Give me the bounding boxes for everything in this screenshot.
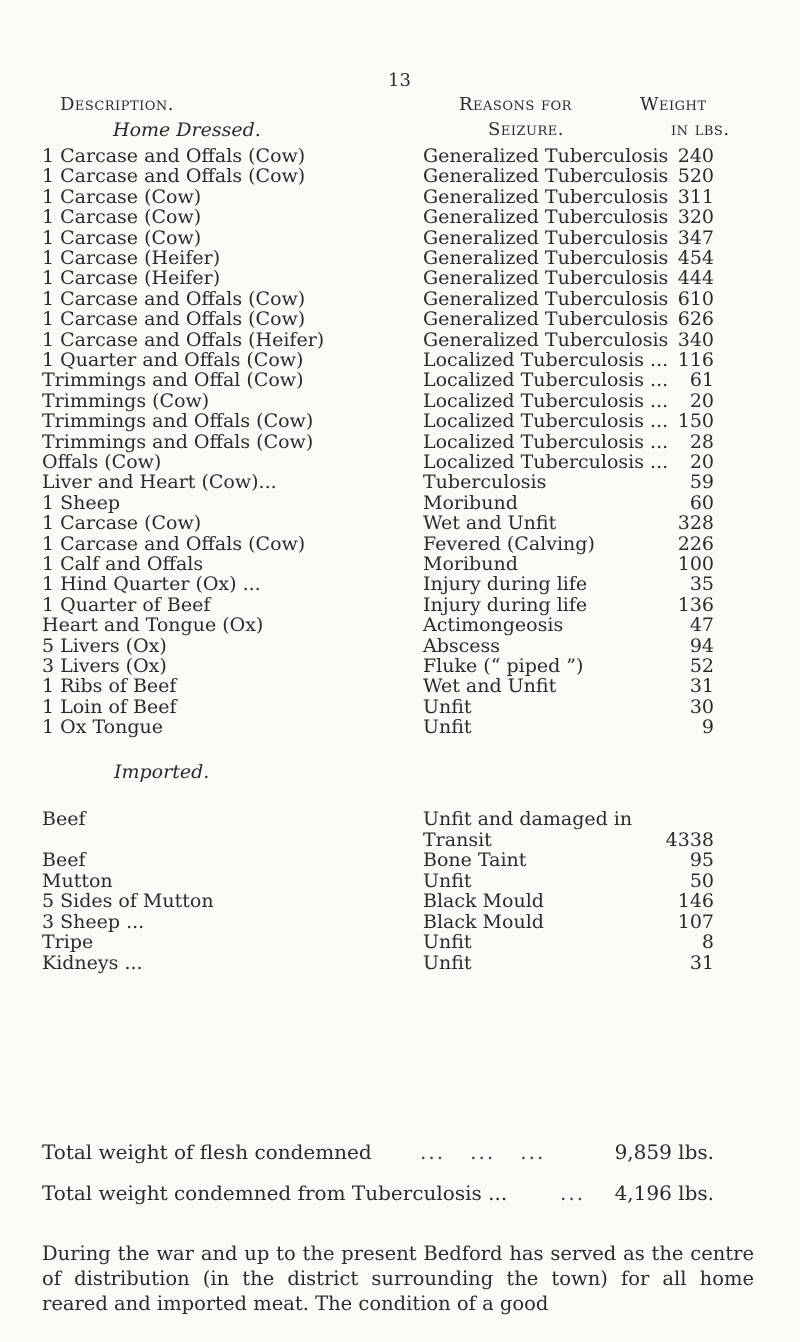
section-home-dressed: Home Dressed. xyxy=(113,119,261,141)
table-row xyxy=(0,950,800,976)
row-weight: 47 xyxy=(689,614,714,637)
row-weight: 328 xyxy=(677,512,714,535)
row-weight: 610 xyxy=(677,287,714,310)
row-reason: Generalized Tuberculosis xyxy=(423,145,669,167)
row-description: 3 Sheep ... xyxy=(42,910,145,933)
row-weight: 240 xyxy=(677,145,714,167)
row-reason: Generalized Tuberculosis xyxy=(423,165,669,188)
row-weight: 8 xyxy=(701,931,714,953)
row-description: 1 Carcase and Offals (Cow) xyxy=(42,287,306,310)
row-reason: Injury during life xyxy=(423,573,588,596)
row-weight: 347 xyxy=(677,226,714,249)
row-reason: Localized Tuberculosis ... xyxy=(423,369,669,392)
body-paragraph: During the war and up to the present Bedford has served as the centre of distribution (in the district surrounding the town) for all home reared and imported meat. The condition of a good xyxy=(42,1242,754,1315)
row-description: Trimmings and Offals (Cow) xyxy=(42,410,314,433)
row-description: 1 Ox Tongue xyxy=(42,716,163,739)
row-reason: Abscess xyxy=(423,634,501,657)
row-weight: 94 xyxy=(689,634,714,657)
row-weight: 50 xyxy=(689,869,714,892)
total-flesh-dots: ... ... ... xyxy=(420,1140,546,1164)
row-reason: Transit xyxy=(423,828,492,851)
row-reason: Generalized Tuberculosis xyxy=(423,185,669,208)
row-weight: 136 xyxy=(677,593,714,616)
row-description: 1 Sheep xyxy=(42,491,121,514)
row-reason: Unfit xyxy=(423,869,472,892)
header-weight: Weight xyxy=(640,94,707,115)
row-weight: 4338 xyxy=(665,828,714,851)
row-description: 1 Carcase (Heifer) xyxy=(42,247,221,269)
section-imported: Imported. xyxy=(114,761,210,783)
row-weight: 20 xyxy=(689,389,714,412)
row-reason: Moribund xyxy=(423,491,518,514)
row-description: Beef xyxy=(42,808,86,830)
total-flesh-label: Total weight of flesh condemned xyxy=(42,1140,372,1164)
total-tb-value: 4,196 lbs. xyxy=(614,1181,714,1205)
row-description: 1 Quarter and Offals (Cow) xyxy=(42,349,304,371)
row-weight: 30 xyxy=(689,695,714,718)
row-description: Trimmings (Cow) xyxy=(42,389,210,412)
row-description: Liver and Heart (Cow)... xyxy=(42,471,277,494)
header-in-lbs: in lbs. xyxy=(671,119,730,140)
row-weight: 116 xyxy=(677,349,714,371)
row-reason: Localized Tuberculosis ... xyxy=(423,349,669,371)
row-reason: Bone Taint xyxy=(423,849,527,871)
row-reason: Injury during life xyxy=(423,593,588,616)
header-seizure: Seizure. xyxy=(488,119,564,140)
row-weight: 60 xyxy=(689,491,714,514)
row-weight: 52 xyxy=(689,655,714,677)
row-weight: 454 xyxy=(677,247,714,269)
row-reason: Wet and Unfit xyxy=(423,512,557,535)
row-description: Mutton xyxy=(42,869,113,892)
row-description: 1 Carcase and Offals (Heifer) xyxy=(42,328,325,351)
row-weight: 226 xyxy=(677,532,714,555)
row-reason: Fluke (“ piped ”) xyxy=(423,655,584,677)
row-description: 1 Ribs of Beef xyxy=(42,675,177,698)
row-weight: 320 xyxy=(677,206,714,229)
row-weight: 340 xyxy=(677,328,714,351)
row-reason: Actimongeosis xyxy=(423,614,564,637)
row-description: Beef xyxy=(42,849,86,871)
row-weight: 28 xyxy=(689,430,714,453)
row-weight: 626 xyxy=(677,308,714,331)
row-description: 1 Calf and Offals xyxy=(42,553,204,575)
row-reason: Unfit xyxy=(423,695,472,718)
row-reason: Localized Tuberculosis ... xyxy=(423,410,669,433)
row-description: 1 Carcase (Heifer) xyxy=(42,267,221,290)
row-reason: Generalized Tuberculosis xyxy=(423,226,669,249)
row-reason: Unfit xyxy=(423,931,472,953)
row-reason: Generalized Tuberculosis xyxy=(423,247,669,269)
row-description: 1 Carcase and Offals (Cow) xyxy=(42,145,306,167)
row-description: 1 Carcase and Offals (Cow) xyxy=(42,308,306,331)
total-flesh-value: 9,859 lbs. xyxy=(614,1140,714,1164)
total-tb-label: Total weight condemned from Tuberculosis ... xyxy=(42,1181,508,1205)
row-weight: 444 xyxy=(677,267,714,290)
row-weight: 146 xyxy=(677,890,714,912)
row-reason: Localized Tuberculosis ... xyxy=(423,389,669,412)
row-reason: Localized Tuberculosis ... xyxy=(423,451,669,473)
row-weight: 61 xyxy=(689,369,714,392)
row-reason: Tuberculosis xyxy=(423,471,547,494)
row-weight: 100 xyxy=(677,553,714,575)
row-description: Tripe xyxy=(42,931,94,953)
row-description: Trimmings and Offal (Cow) xyxy=(42,369,304,392)
row-weight: 107 xyxy=(677,910,714,933)
row-description: 1 Hind Quarter (Ox) ... xyxy=(42,573,261,596)
row-weight: 35 xyxy=(689,573,714,596)
row-description: Kidneys ... xyxy=(42,951,143,974)
table-row xyxy=(0,714,800,740)
page-number: 13 xyxy=(388,70,411,91)
row-reason: Generalized Tuberculosis xyxy=(423,267,669,290)
row-description: Heart and Tongue (Ox) xyxy=(42,614,264,637)
row-reason: Black Mould xyxy=(423,890,544,912)
row-weight: 9 xyxy=(701,716,714,739)
row-reason: Unfit and damaged in xyxy=(423,808,633,830)
row-reason: Localized Tuberculosis ... xyxy=(423,430,669,453)
row-description: 1 Carcase and Offals (Cow) xyxy=(42,532,306,555)
header-reasons: Reasons for xyxy=(459,94,572,115)
row-weight: 311 xyxy=(677,185,714,208)
row-weight: 59 xyxy=(689,471,714,494)
row-description: 5 Livers (Ox) xyxy=(42,634,167,657)
row-reason: Generalized Tuberculosis xyxy=(423,287,669,310)
row-reason: Generalized Tuberculosis xyxy=(423,328,669,351)
row-description: 3 Livers (Ox) xyxy=(42,655,167,677)
row-weight: 150 xyxy=(677,410,714,433)
row-description: 1 Quarter of Beef xyxy=(42,593,211,616)
row-reason: Moribund xyxy=(423,553,518,575)
row-description: 5 Sides of Mutton xyxy=(42,890,214,912)
row-description: Trimmings and Offals (Cow) xyxy=(42,430,314,453)
row-description: 1 Carcase (Cow) xyxy=(42,185,202,208)
row-description: 1 Carcase and Offals (Cow) xyxy=(42,165,306,188)
row-description: 1 Loin of Beef xyxy=(42,695,177,718)
row-weight: 31 xyxy=(689,675,714,698)
row-description: Offals (Cow) xyxy=(42,451,162,473)
row-reason: Unfit xyxy=(423,716,472,739)
row-weight: 95 xyxy=(689,849,714,871)
row-reason: Generalized Tuberculosis xyxy=(423,308,669,331)
row-description: 1 Carcase (Cow) xyxy=(42,512,202,535)
row-reason: Black Mould xyxy=(423,910,544,933)
row-reason: Generalized Tuberculosis xyxy=(423,206,669,229)
row-reason: Unfit xyxy=(423,951,472,974)
row-reason: Fevered (Calving) xyxy=(423,532,595,555)
row-weight: 20 xyxy=(689,451,714,473)
row-reason: Wet and Unfit xyxy=(423,675,557,698)
row-description: 1 Carcase (Cow) xyxy=(42,226,202,249)
row-weight: 520 xyxy=(677,165,714,188)
row-weight: 31 xyxy=(689,951,714,974)
header-description: Description. xyxy=(60,94,175,115)
row-description: 1 Carcase (Cow) xyxy=(42,206,202,229)
total-tb-dots: ... xyxy=(560,1181,586,1205)
